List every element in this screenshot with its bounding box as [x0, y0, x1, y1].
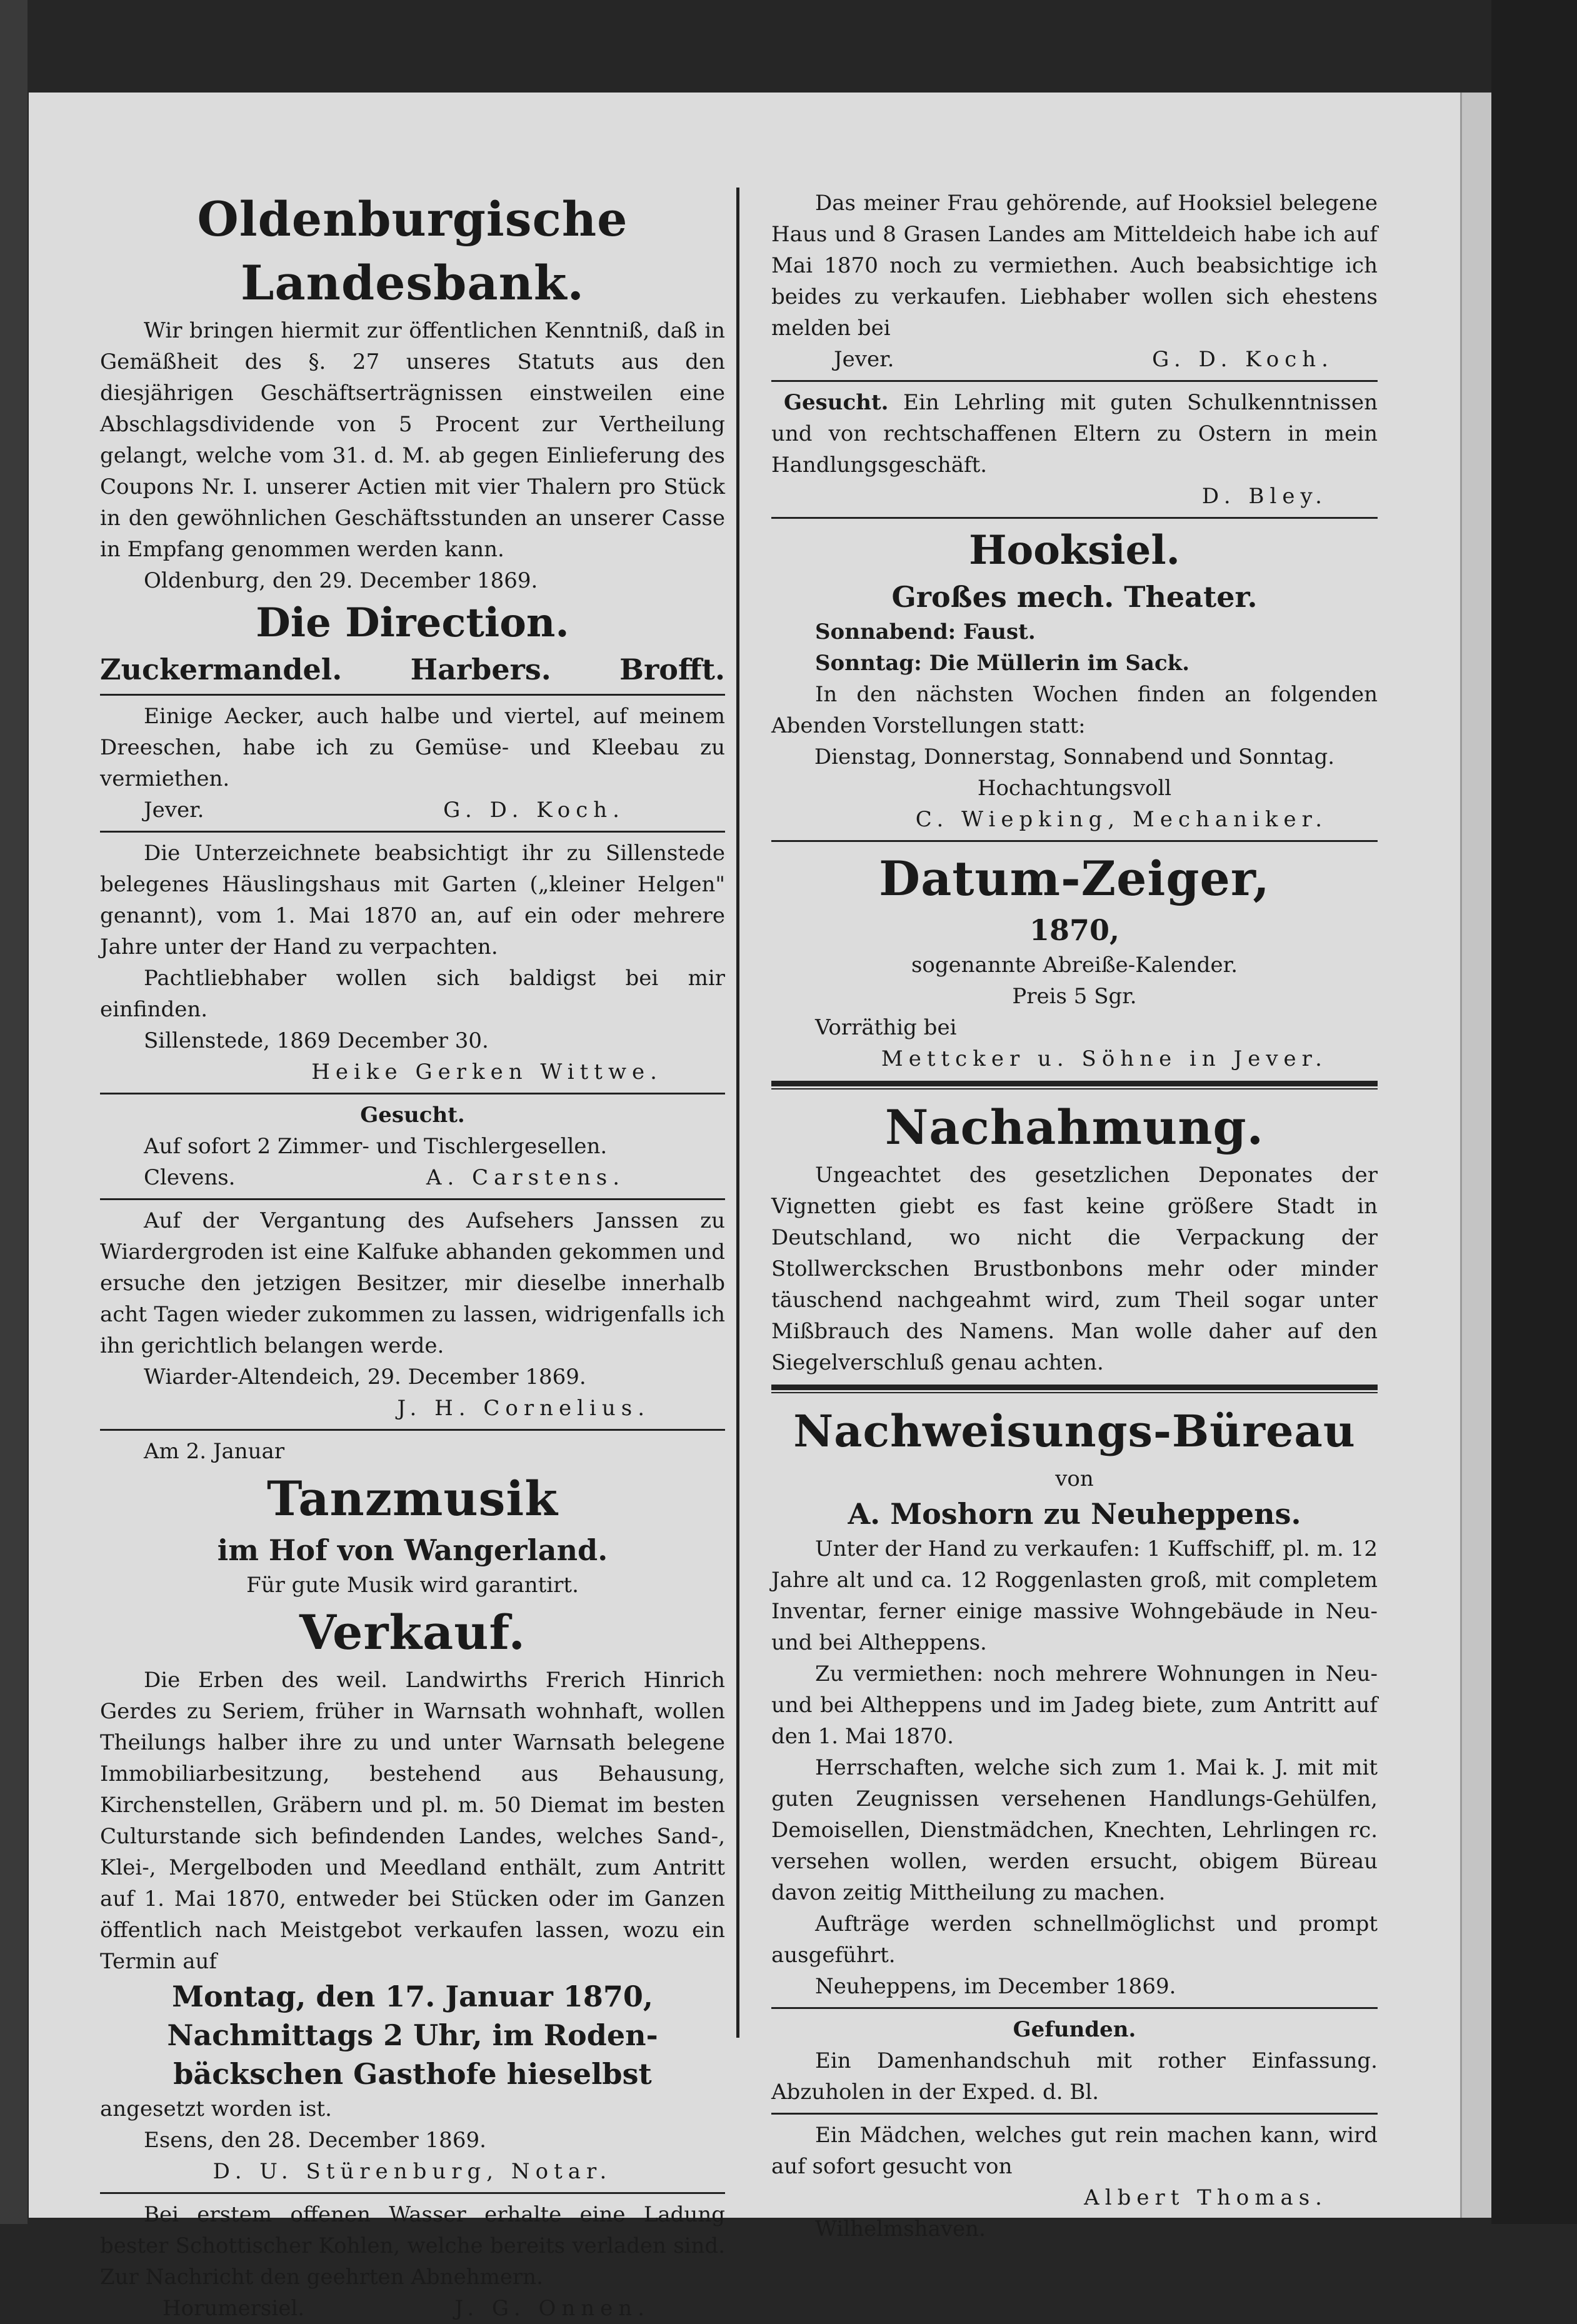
tanzmusik-date: Am 2. Januar	[144, 1439, 285, 1464]
right-column	[771, 188, 1378, 2245]
haus-notice	[771, 188, 1378, 375]
lehrling-name: D. Bley.	[1201, 484, 1328, 509]
gesucht-body: Auf sofort 2 Zimmer- und Tischlergesellen.	[144, 1134, 608, 1159]
haus-place: Jever.	[834, 347, 894, 372]
nachahmung-notice	[771, 1096, 1378, 1378]
name-brofft: Brofft.	[619, 653, 725, 686]
kohlen-name: J. G. Onnen.	[454, 2296, 650, 2321]
divider	[771, 2113, 1378, 2115]
haus-signoff	[771, 344, 1378, 375]
divider	[100, 1093, 725, 1094]
divider	[100, 694, 725, 696]
theater-line1: Sonnabend: Faust.	[815, 619, 1036, 644]
theater-name: C. Wiepking, Mechaniker.	[915, 807, 1328, 832]
haus-name: G. D. Koch.	[1152, 347, 1334, 372]
verkauf-body: Die Erben des weil. Landwirths Frerich Hinrich Gerdes zu Seriem, früher in Warnsath wohnhaft, wollen Theilungs halber ihre zu und unter Warnsath belegene Immobiliarbesitzung, bestehend aus Behausung, Kirchenstellen, Gräbern und pl. m. 50 Diemat im besten Culturstande sich befindenden Landes, welches Sand-, Klei-, Mergelboden und Meedland enthält, zum Antritt auf 1. Mai 1870, entweder bei Stücken oder im Ganzen öffentlich nach Meistgebot verkaufen lassen, wozu ein Termin auf	[100, 1668, 725, 1974]
aecker-place: Jever.	[144, 798, 204, 823]
divider	[100, 1429, 725, 1431]
aecker-signoff	[100, 794, 725, 826]
kohlen-notice	[100, 2199, 725, 2324]
landesbank-body: Wir bringen hiermit zur öffentlichen Kenntniß, daß in Gemäßheit des §. 27 unseres Statuts aus den diesjährigen Geschäftserträgnissen einstweilen eine Abschlagsdividende von 5 Procent zur Vertheilung gelangt, welche vom 31. d. M. ab gegen Einlieferung des Coupons Nr. I. unserer Actien mit vier Thalern pro Stück in den gewöhnlichen Geschäftsstunden an unserer Casse in Empfang genommen werden kann.	[100, 318, 725, 562]
divider	[771, 840, 1378, 842]
gefunden-heading: Gefunden.	[1013, 2017, 1136, 2042]
verkauf-name: D. U. Stürenburg, Notar.	[213, 2159, 613, 2184]
name-harbers: Harbers.	[410, 653, 551, 686]
kalfuke-body: Auf der Vergantung des Aufsehers Janssen zu Wiardergroden ist eine Kalfuke abhanden gekommen und ersuche den jetzigen Besitzer, mir dieselbe innerhalb acht Tagen wieder zukommen zu lassen, widrigenfalls ich ihn gerichtlich belangen werde.	[100, 1208, 725, 1358]
verkauf-termin-1: Montag, den 17. Januar 1870,	[172, 1980, 653, 2013]
landesbank-names	[100, 650, 725, 689]
verkauf-termin-2: Nachmittags 2 Uhr, im Roden-	[167, 2018, 658, 2052]
name-zuckermandel: Zuckermandel.	[100, 653, 343, 686]
bureau-notice	[771, 1400, 1378, 2002]
gefunden-body: Ein Damenhandschuh mit rother Einfassung. Abzuholen in der Exped. d. Bl.	[771, 2048, 1378, 2105]
lehrling-text	[771, 387, 1378, 481]
landesbank-dateline: Oldenburg, den 29. December 1869.	[144, 568, 538, 593]
bureau-dateline: Neuheppens, im December 1869.	[815, 1974, 1176, 1999]
theater-notice	[771, 524, 1378, 835]
divider	[100, 1198, 725, 1200]
divider	[100, 831, 725, 833]
lehrling-notice	[771, 387, 1378, 512]
scan-left-margin	[0, 0, 28, 2224]
theater-body: In den nächsten Wochen finden an folgenden Abenden Vorstellungen statt:	[771, 682, 1378, 738]
tanzmusik-note: Für gute Musik wird garantirt.	[246, 1573, 579, 1598]
verkauf-termin-4: angesetzt worden ist.	[100, 2096, 332, 2121]
gesucht-name: A. Carstens.	[426, 1165, 625, 1190]
kohlen-place: Horumersiel.	[163, 2296, 305, 2321]
tanzmusik-notice	[100, 1436, 725, 1601]
divider	[771, 517, 1378, 519]
gesucht-place: Clevens.	[144, 1165, 236, 1190]
verkauf-title: Verkauf.	[299, 1605, 526, 1660]
nachahmung-body: Ungeachtet des gesetzlichen Deponates der Vignetten giebt es fast keine größere Stadt in Deutschland, wo nicht die Verpackung der Stollwerckschen Brustbonbons mehr oder minder täuschend nachgeahmt wird, zum Theil sogar unter Mißbrauch des Namens. Man wolle daher auf den Siegelverschluß genau achten.	[771, 1163, 1378, 1375]
bureau-p4: Aufträge werden schnellmöglichst und prompt ausgeführt.	[771, 1911, 1378, 1968]
aecker-body: Einige Aecker, auch halbe und viertel, auf meinem Dreeschen, habe ich zu Gemüse- und Kleebau zu vermiethen.	[100, 704, 725, 791]
double-divider	[771, 1385, 1378, 1393]
divider	[771, 2007, 1378, 2009]
haeuslingshaus-notice	[100, 838, 725, 1088]
lehrling-body: Ein Lehrling mit guten Schulkenntnissen und von rechtschaffenen Eltern zu Ostern in mein Handlungsgeschäft.	[771, 390, 1378, 478]
tanzmusik-title: Tanzmusik	[267, 1471, 558, 1526]
page-edge	[1460, 93, 1493, 2218]
aecker-notice	[100, 701, 725, 826]
verkauf-termin-3: bäckschen Gasthofe hieselbst	[173, 2057, 652, 2091]
landesbank-title: Oldenburgische Landesbank.	[197, 191, 628, 311]
theater-line2: Sonntag: Die Müllerin im Sack.	[815, 651, 1190, 676]
maedchen-body: Ein Mädchen, welches gut rein machen kann, wird auf sofort gesucht von	[771, 2123, 1378, 2179]
datumzeiger-notice	[771, 847, 1378, 1074]
bureau-von: von	[1055, 1466, 1094, 1491]
theater-days: Dienstag, Donnerstag, Sonnabend und Sonntag.	[814, 744, 1335, 769]
gefunden-notice	[771, 2014, 1378, 2108]
theater-title: Hooksiel.	[969, 527, 1180, 574]
haeuslingshaus-body2: Pachtliebhaber wollen sich baldigst bei mir einfinden.	[100, 966, 725, 1022]
gesucht-signoff	[100, 1162, 725, 1193]
haeuslingshaus-body: Die Unterzeichnete beabsichtigt ihr zu Sillenstede belegenes Häuslingshaus mit Garten („kleiner Helgen" genannt), vom 1. Mai 1870 an, auf ein oder mehrere Jahre unter der Hand zu verpachten.	[100, 841, 725, 959]
divider	[771, 380, 1378, 382]
nachahmung-title: Nachahmung.	[884, 1099, 1264, 1155]
datumzeiger-price: Preis 5 Sgr.	[1012, 984, 1137, 1009]
theater-subtitle: Großes mech. Theater.	[891, 580, 1258, 614]
kohlen-body: Bei erstem offenen Wasser erhalte eine Ladung bester Schottischer Kohlen, welche bereits verladen sind. Zur Nachricht den geehrten Abnehmern.	[100, 2202, 725, 2290]
kalfuke-name: J. H. Cornelius.	[397, 1396, 650, 1421]
column-separator	[736, 188, 739, 2038]
divider	[100, 2192, 725, 2194]
maedchen-name: Albert Thomas.	[1084, 2185, 1328, 2210]
left-column	[100, 188, 725, 2324]
haeuslingshaus-name: Heike Gerken Wittwe.	[311, 1059, 663, 1084]
bureau-title: Nachweisungs-Büreau	[793, 1405, 1356, 1457]
bureau-owner: A. Moshorn zu Neuheppens.	[848, 1497, 1301, 1531]
datumzeiger-title: Datum-Zeiger,	[879, 851, 1270, 906]
scan-right-margin	[1491, 0, 1577, 2224]
landesbank-signature: Die Direction.	[256, 599, 569, 646]
kalfuke-dateline: Wiarder-Altendeich, 29. December 1869.	[144, 1365, 586, 1390]
tanzmusik-venue: im Hof von Wangerland.	[217, 1533, 608, 1567]
lehrling-lead: Gesucht.	[784, 390, 889, 415]
maedchen-notice	[771, 2120, 1378, 2245]
verkauf-dateline: Esens, den 28. December 1869.	[144, 2128, 486, 2153]
gesucht-gesellen-notice	[100, 1099, 725, 1193]
gesucht-heading: Gesucht.	[360, 1103, 465, 1128]
double-divider	[771, 1081, 1378, 1089]
datumzeiger-stock: Vorräthig bei	[815, 1015, 957, 1040]
haeuslingshaus-dateline: Sillenstede, 1869 December 30.	[144, 1028, 489, 1053]
bureau-p2: Zu vermiethen: noch mehrere Wohnungen in Neu- und bei Altheppens und im Jadeg biete, zum Antritt auf den 1. Mai 1870.	[771, 1661, 1378, 1749]
datumzeiger-year: 1870,	[1029, 913, 1120, 947]
landesbank-notice	[100, 188, 725, 689]
kalfuke-notice	[100, 1205, 725, 1424]
theater-greeting: Hochachtungsvoll	[977, 776, 1172, 801]
verkauf-notice	[100, 1601, 725, 2187]
datumzeiger-seller: Mettcker u. Söhne in Jever.	[881, 1046, 1328, 1071]
aecker-name: G. D. Koch.	[443, 798, 625, 823]
kohlen-signoff	[100, 2293, 725, 2324]
bureau-p3: Herrschaften, welche sich zum 1. Mai k. J. mit mit guten Zeugnissen versehenen Handlungs-Gehülfen, Demoisellen, Dienstmädchen, Knechten, Lehrlingen rc. versehen wollen, werden ersucht, obigem Büreau davon zeitig Mittheilung zu machen.	[771, 1755, 1378, 1905]
haus-body: Das meiner Frau gehörende, auf Hooksiel belegene Haus und 8 Grasen Landes am Mitteldeich habe ich auf Mai 1870 noch zu vermiethen. Auch beabsichtige ich beides zu verkaufen. Liebhaber wollen sich ehestens melden bei	[771, 191, 1378, 341]
datumzeiger-desc: sogenannte Abreiße-Kalender.	[911, 953, 1238, 978]
bureau-p1: Unter der Hand zu verkaufen: 1 Kuffschiff, pl. m. 12 Jahre alt und ca. 12 Roggenlasten groß, mit completem Inventar, ferner einige massive Wohngebäude in Neu- und bei Altheppens.	[771, 1536, 1378, 1655]
maedchen-place: Wilhelmshaven.	[815, 2216, 986, 2241]
